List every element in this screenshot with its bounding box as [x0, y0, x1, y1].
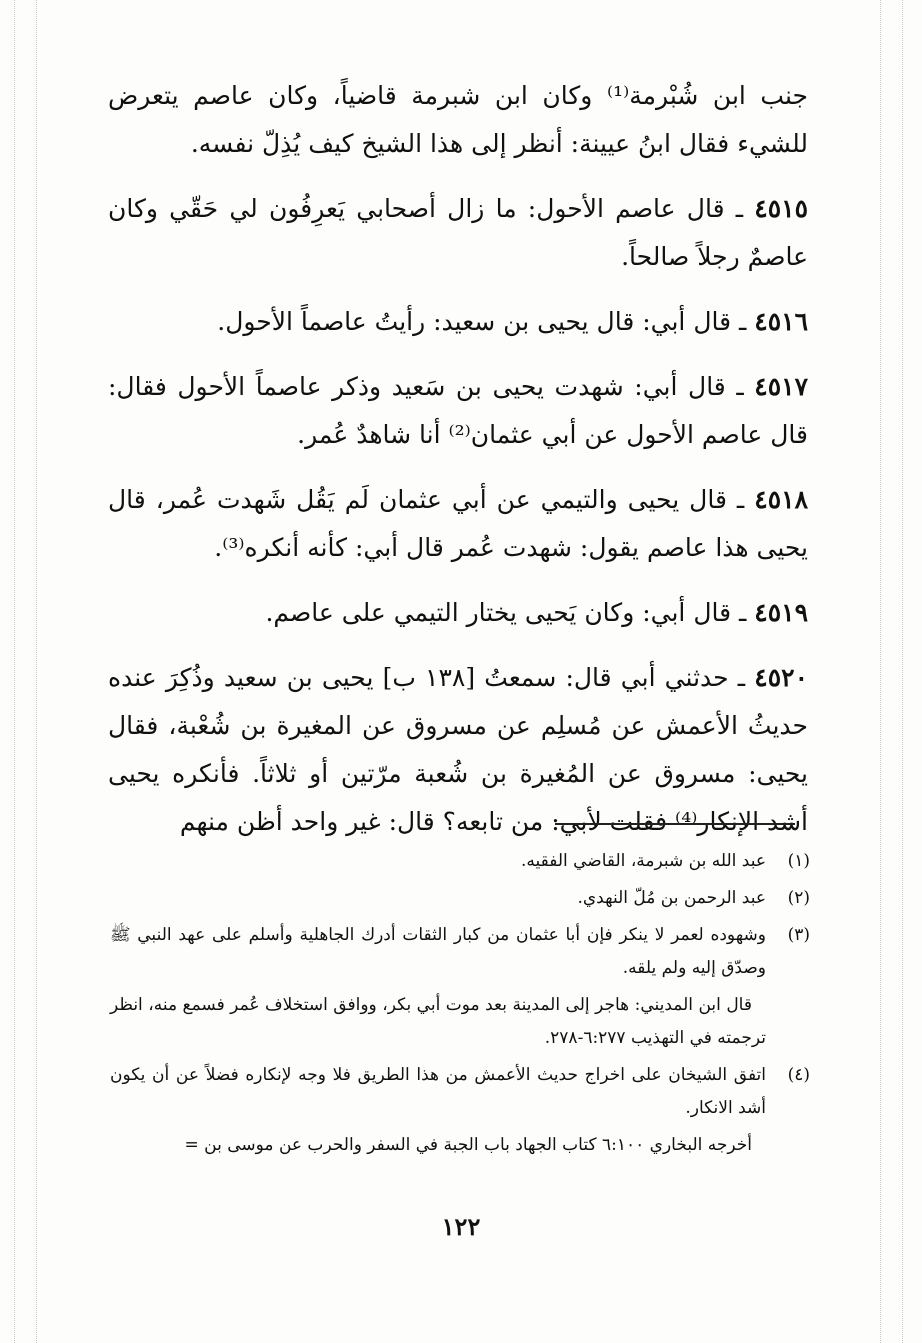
hadith-number: ٤٥٢٠ — [754, 663, 808, 692]
footnote-marker: (١) — [787, 851, 810, 871]
paragraph — [108, 654, 808, 846]
footnote-text: عبد الله بن شبرمة، القاضي الفقيه. — [520, 851, 766, 871]
footnote-text: اتفق الشيخان على اخراج حديث الأعمش من هذا الطريق فلا وجه لإنكاره فضلاً عن أن يكون أشد الانكار. — [110, 1065, 766, 1118]
hadith-number: ٤٥١٦ — [754, 307, 808, 336]
footnote-text: عبد الرحمن بن مُلّ النهدي. — [577, 888, 766, 908]
paragraph-text: ـ قال أبي: شهدت يحيى بن سَعيد وذكر عاصماً الأحول فقال: قال عاصم الأحول عن أبي عثمان⁽²⁾ أنا شاهدٌ عُمر. — [108, 372, 808, 449]
footnote — [110, 919, 810, 985]
page-edge-dotted-line — [14, 0, 15, 1343]
page-edge-dotted-line — [36, 0, 37, 1343]
paragraph-text: ـ قال يحيى والتيمي عن أبي عثمان لَم يَقُل شَهدت عُمر، قال يحيى هذا عاصم يقول: شهدت عُمر قال أبي: كأنه أنكره⁽³⁾. — [108, 485, 808, 562]
footnote-marker: (٢) — [787, 888, 810, 908]
paragraph — [108, 185, 808, 281]
page-edge-dotted-line — [880, 0, 881, 1343]
footnote-continuation: قال ابن المديني: هاجر إلى المدينة بعد موت أبي بكر، ووافق استخلاف عُمر فسمع منه، انظر ترجمته في التهذيب ٦:٢٧٧-٢٧٨. — [110, 995, 766, 1048]
paragraph-text: ـ قال أبي: قال يحيى بن سعيد: رأيتُ عاصماً الأحول. — [217, 307, 755, 336]
hadith-number: ٤٥١٥ — [754, 194, 808, 223]
paragraph — [108, 298, 808, 346]
page-number: ١٢٢ — [441, 1212, 481, 1241]
hadith-number: ٤٥١٩ — [754, 598, 808, 627]
paragraph-text: ـ قال عاصم الأحول: ما زال أصحابي يَعرِفُون لي حَقّي وكان عاصمٌ رجلاً صالحاً. — [108, 194, 808, 271]
paragraph-text: ـ حدثني أبي قال: سمعتُ [١٣٨ ب] يحيى بن سعيد وذُكِرَ عنده حديثُ الأعمش عن مُسلِم عن مسروق عن المغيرة بن شُعْبة، فقال يحيى: مسروق عن المُغيرة بن شُعبة مرّتين أو ثلاثاً. فأنكره يحيى أشد الإنكار⁽⁴⁾ فقلت لأبي: من تابعه؟ قال: غير واحد أظن منهم — [108, 663, 808, 836]
hadith-number: ٤٥١٧ — [754, 372, 808, 401]
paragraph-text: جنب ابن شُبْرمة⁽¹⁾ وكان ابن شبرمة قاضياً، وكان عاصم يتعرض للشيء فقال ابنُ عيينة: أنظر إلى هذا الشيخ كيف يُذِلّ نفسه. — [108, 81, 808, 158]
footnotes — [110, 845, 810, 1166]
paragraph — [108, 363, 808, 459]
footnote-continuation: أخرجه البخاري ٦:١٠٠ كتاب الجهاد باب الجبة في السفر والحرب عن موسى بن = — [184, 1135, 752, 1155]
footnote — [110, 845, 810, 878]
footnote-marker: (٤) — [787, 1065, 810, 1085]
footnote — [110, 882, 810, 915]
footnote-text: وشهوده لعمر لا ينكر فإن أبا عثمان من كبار الثقات أدرك الجاهلية وأسلم على عهد النبي ﷺ وصدّق إليه ولم يلقه. — [110, 925, 766, 978]
main-text — [108, 72, 808, 863]
page-edge-dotted-line — [902, 0, 903, 1343]
footnote-separator — [555, 823, 795, 825]
paragraph-text: ـ قال أبي: وكان يَحيى يختار التيمي على عاصم. — [265, 598, 755, 627]
hadith-number: ٤٥١٨ — [754, 485, 808, 514]
paragraph — [108, 72, 808, 168]
footnote-marker: (٣) — [787, 925, 810, 945]
footnote — [110, 1059, 810, 1125]
paragraph — [108, 476, 808, 572]
paragraph — [108, 589, 808, 637]
